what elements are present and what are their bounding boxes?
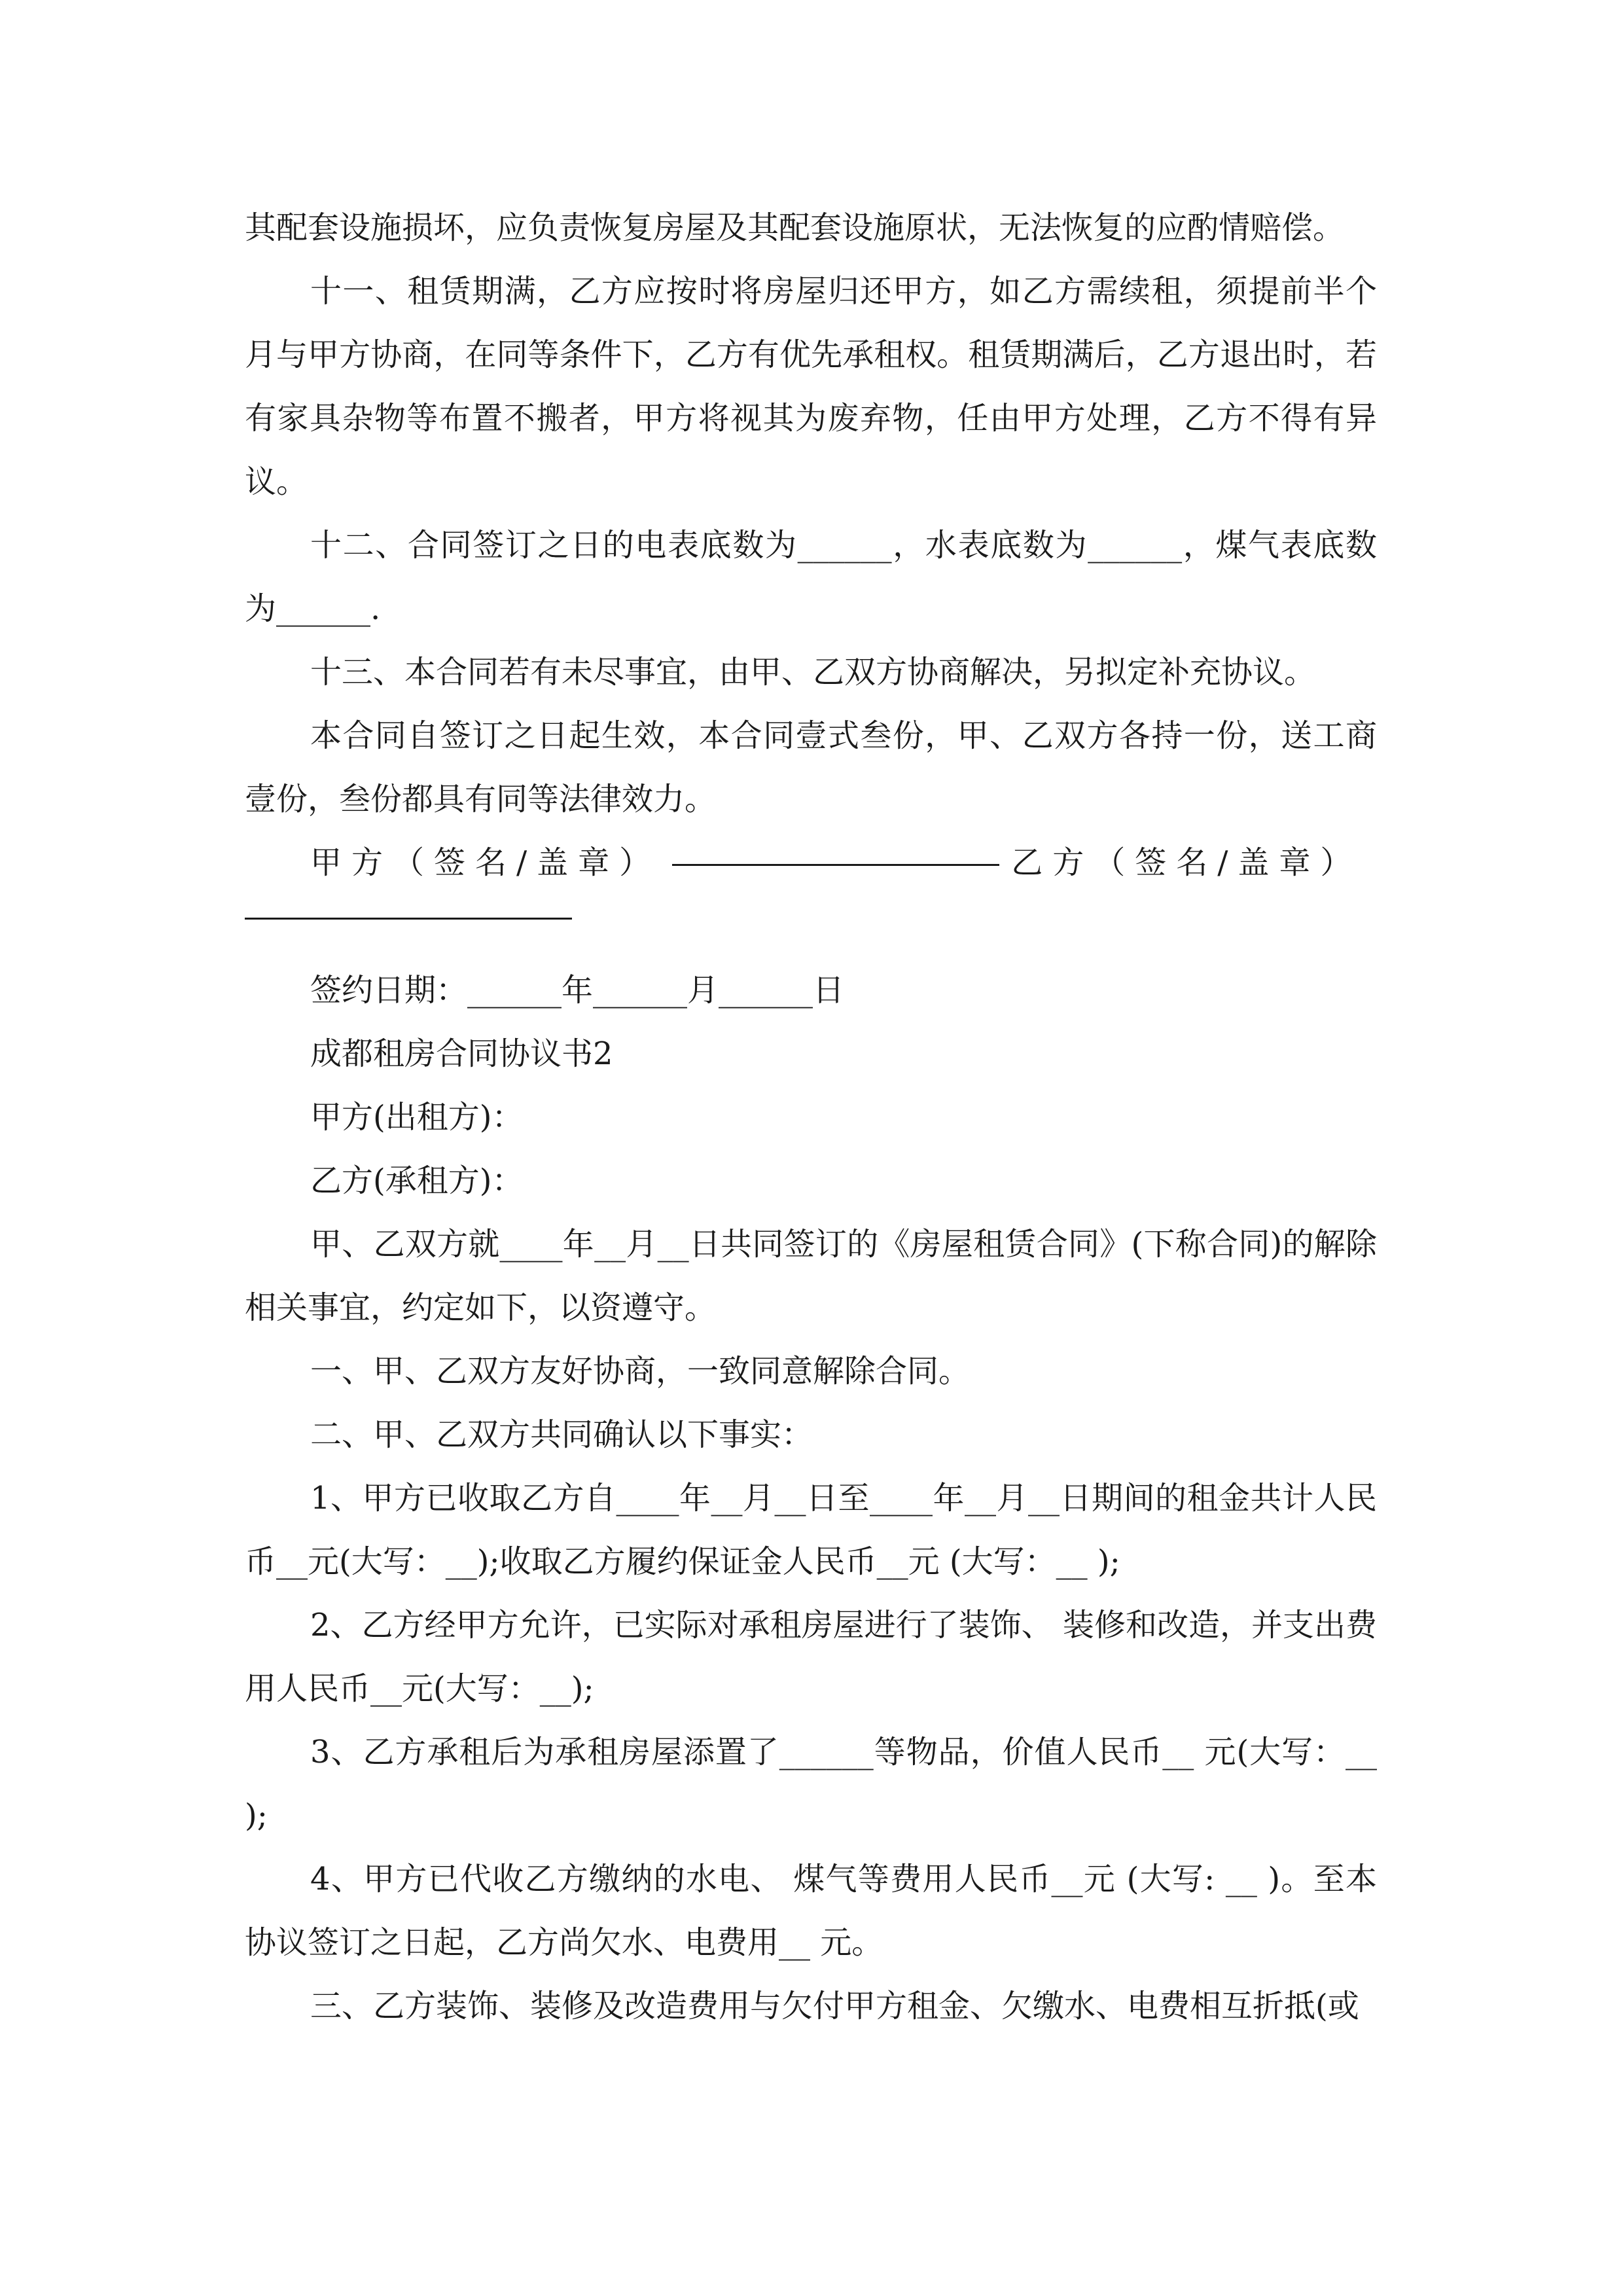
fact-1: 1、甲方已收取乙方自____年__月__日至____年__月__日期间的租金共计人民币__元(大写：__);收取乙方履约保证金人民币__元 (大写：__ ); [245,1480,1377,1580]
party-b-signature-field[interactable] [245,918,572,920]
fact-3: 3、乙方承租后为承租房屋添置了______等物品，价值人民币__ 元(大写：__ ); [245,1734,1377,1834]
fact-2: 2、乙方经甲方允许，已实际对承租房屋进行了装饰、 装修和改造，并支出费用人民币__元(大写：__); [245,1607,1377,1707]
clause-11: 十一、租赁期满，乙方应按时将房屋归还甲方，如乙方需续租，须提前半个月与甲方协商，在同等条件下，乙方有优先承租权。租赁期满后，乙方退出时，若有家具杂物等布置不搬者，甲方将视其为废弃物，任由甲方处理，乙方不得有异议。 [245,273,1377,500]
clause-13: 十三、本合同若有未尽事宜，由甲、乙双方协商解决，另拟定补充协议。 [310,654,1316,691]
article-3: 三、乙方装饰、装修及改造费用与欠付甲方租金、欠缴水、电费相互折抵(或 [310,1988,1359,2024]
termination-intro: 甲、乙双方就____年__月__日共同签订的《房屋租赁合同》(下称合同)的解除相关事宜，约定如下，以资遵守。 [245,1226,1377,1326]
clause-12: 十二、合同签订之日的电表底数为______，水表底数为______，煤气表底数为______. [245,527,1377,627]
fact-4: 4、甲方已代收乙方缴纳的水电、 煤气等费用人民币__元 (大写: __ )。至本协议签订之日起，乙方尚欠水、电费用__ 元。 [245,1861,1377,1961]
effective-clause: 本合同自签订之日起生效，本合同壹式叁份，甲、乙双方各持一份，送工商壹份，叁份都具有同等法律效力。 [245,717,1377,817]
party-a-signature-label: 甲方（签名/盖章） [310,844,661,881]
party-b-line: 乙方(承租方)： [310,1162,524,1199]
party-b-signature-label: 乙方（签名/盖章） [1011,844,1362,881]
signature-line [245,831,1377,895]
article-1: 一、甲、乙双方友好协商，一致同意解除合同。 [310,1353,971,1390]
document-title-2: 成都租房合同协议书2 [310,1035,613,1072]
party-a-line: 甲方(出租方)： [310,1099,524,1136]
party-a-signature-field[interactable] [672,864,999,866]
article-2: 二、甲、乙双方共同确认以下事实： [310,1416,813,1453]
paragraph-damage-restore: 其配套设施损坏，应负责恢复房屋及其配套设施原状，无法恢复的应酌情赔偿。 [245,209,1345,246]
document-page [245,196,1377,2038]
signing-date: 签约日期：______年______月______日 [310,972,845,1009]
